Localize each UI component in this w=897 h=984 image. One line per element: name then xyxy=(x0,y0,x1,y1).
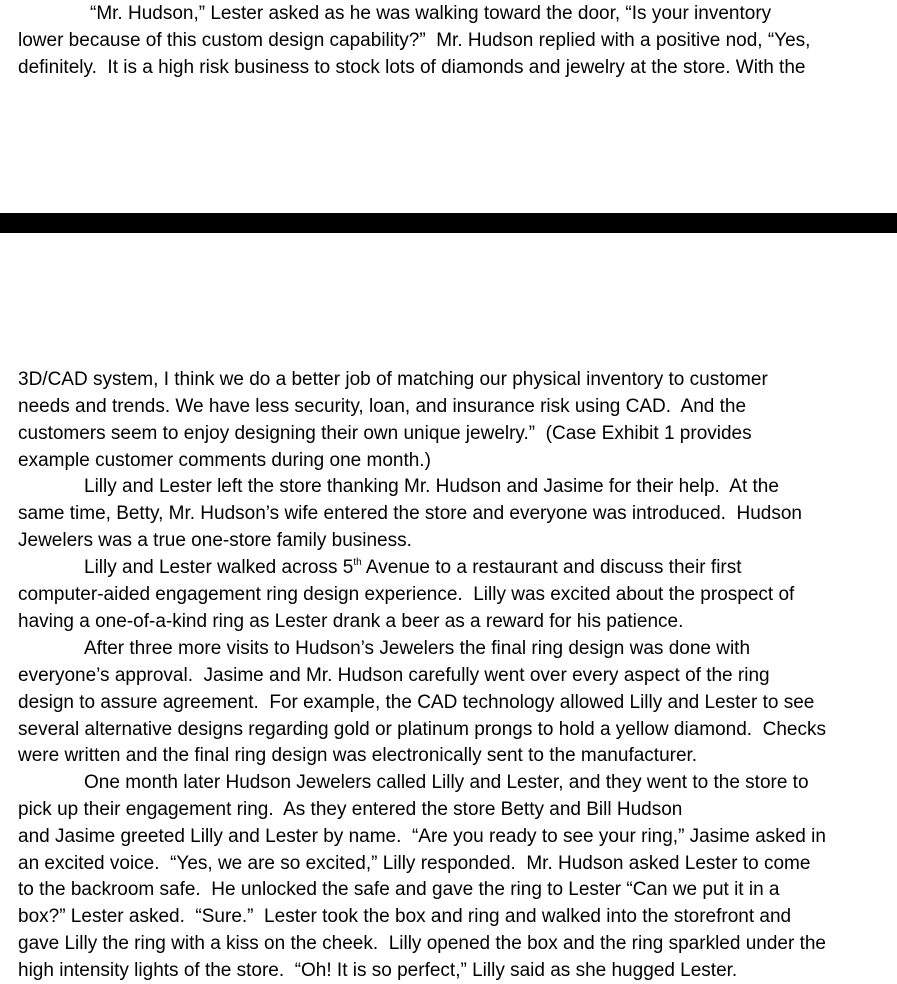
text-line: One month later Hudson Jewelers called Lilly and Lester, and they went to the store to xyxy=(84,772,809,793)
text-line: same time, Betty, Mr. Hudson’s wife entered the store and everyone was introduced. Hudson xyxy=(18,503,802,524)
text-line: “Mr. Hudson,” Lester asked as he was walking toward the door, “Is your inventory xyxy=(90,3,772,24)
text-segment: Avenue to a restaurant and discuss their first xyxy=(361,557,742,578)
text-line: box?” Lester asked. “Sure.” Lester took the box and ring and walked into the storefront and xyxy=(18,906,792,927)
text-line: gave Lilly the ring with a kiss on the cheek. Lilly opened the box and the ring sparkled under the xyxy=(18,933,827,954)
text-line: example customer comments during one month.) xyxy=(18,450,431,471)
text-line: to the backroom safe. He unlocked the safe and gave the ring to Lester “Can we put it in a xyxy=(18,879,780,900)
page-break-divider xyxy=(0,213,897,233)
text-line: and Jasime greeted Lilly and Lester by name. “Are you ready to see your ring,” Jasime asked in xyxy=(18,826,826,847)
text-line: everyone’s approval. Jasime and Mr. Hudson carefully went over every aspect of the ring xyxy=(18,665,770,686)
text-line: computer-aided engagement ring design experience. Lilly was excited about the prospect of xyxy=(18,584,795,605)
text-line: lower because of this custom design capability?” Mr. Hudson replied with a positive nod, “Yes, xyxy=(18,30,811,51)
text-line: After three more visits to Hudson’s Jewelers the final ring design was done with xyxy=(84,638,751,659)
text-line: design to assure agreement. For example, the CAD technology allowed Lilly and Lester to see xyxy=(18,692,815,713)
text-segment: Lilly and Lester walked across 5 xyxy=(84,557,354,578)
text-line: were written and the final ring design was electronically sent to the manufacturer. xyxy=(18,745,698,766)
text-line: customers seem to enjoy designing their own unique jewelry.” (Case Exhibit 1 provides xyxy=(18,423,752,444)
text-line: several alternative designs regarding gold or platinum prongs to hold a yellow diamond. Checks xyxy=(18,719,826,740)
text-line: having a one-of-a-kind ring as Lester drank a beer as a reward for his patience. xyxy=(18,611,684,632)
text-line: an excited voice. “Yes, we are so excited,” Lilly responded. Mr. Hudson asked Lester to come xyxy=(18,853,811,874)
text-line: pick up their engagement ring. As they entered the store Betty and Bill Hudson xyxy=(18,799,683,820)
text-line: definitely. It is a high risk business to stock lots of diamonds and jewelry at the store. With the xyxy=(18,57,806,78)
text-line: Lilly and Lester left the store thanking Mr. Hudson and Jasime for their help. At the xyxy=(84,476,779,497)
ordinal-superscript: th xyxy=(353,557,362,568)
text-line: Jewelers was a true one-store family business. xyxy=(18,530,412,551)
text-line-with-superscript xyxy=(84,554,742,581)
text-line: high intensity lights of the store. “Oh! It is so perfect,” Lilly said as she hugged Lester. xyxy=(18,960,738,981)
text-line: 3D/CAD system, I think we do a better job of matching our physical inventory to customer xyxy=(18,369,768,390)
text-line: needs and trends. We have less security, loan, and insurance risk using CAD. And the xyxy=(18,396,747,417)
